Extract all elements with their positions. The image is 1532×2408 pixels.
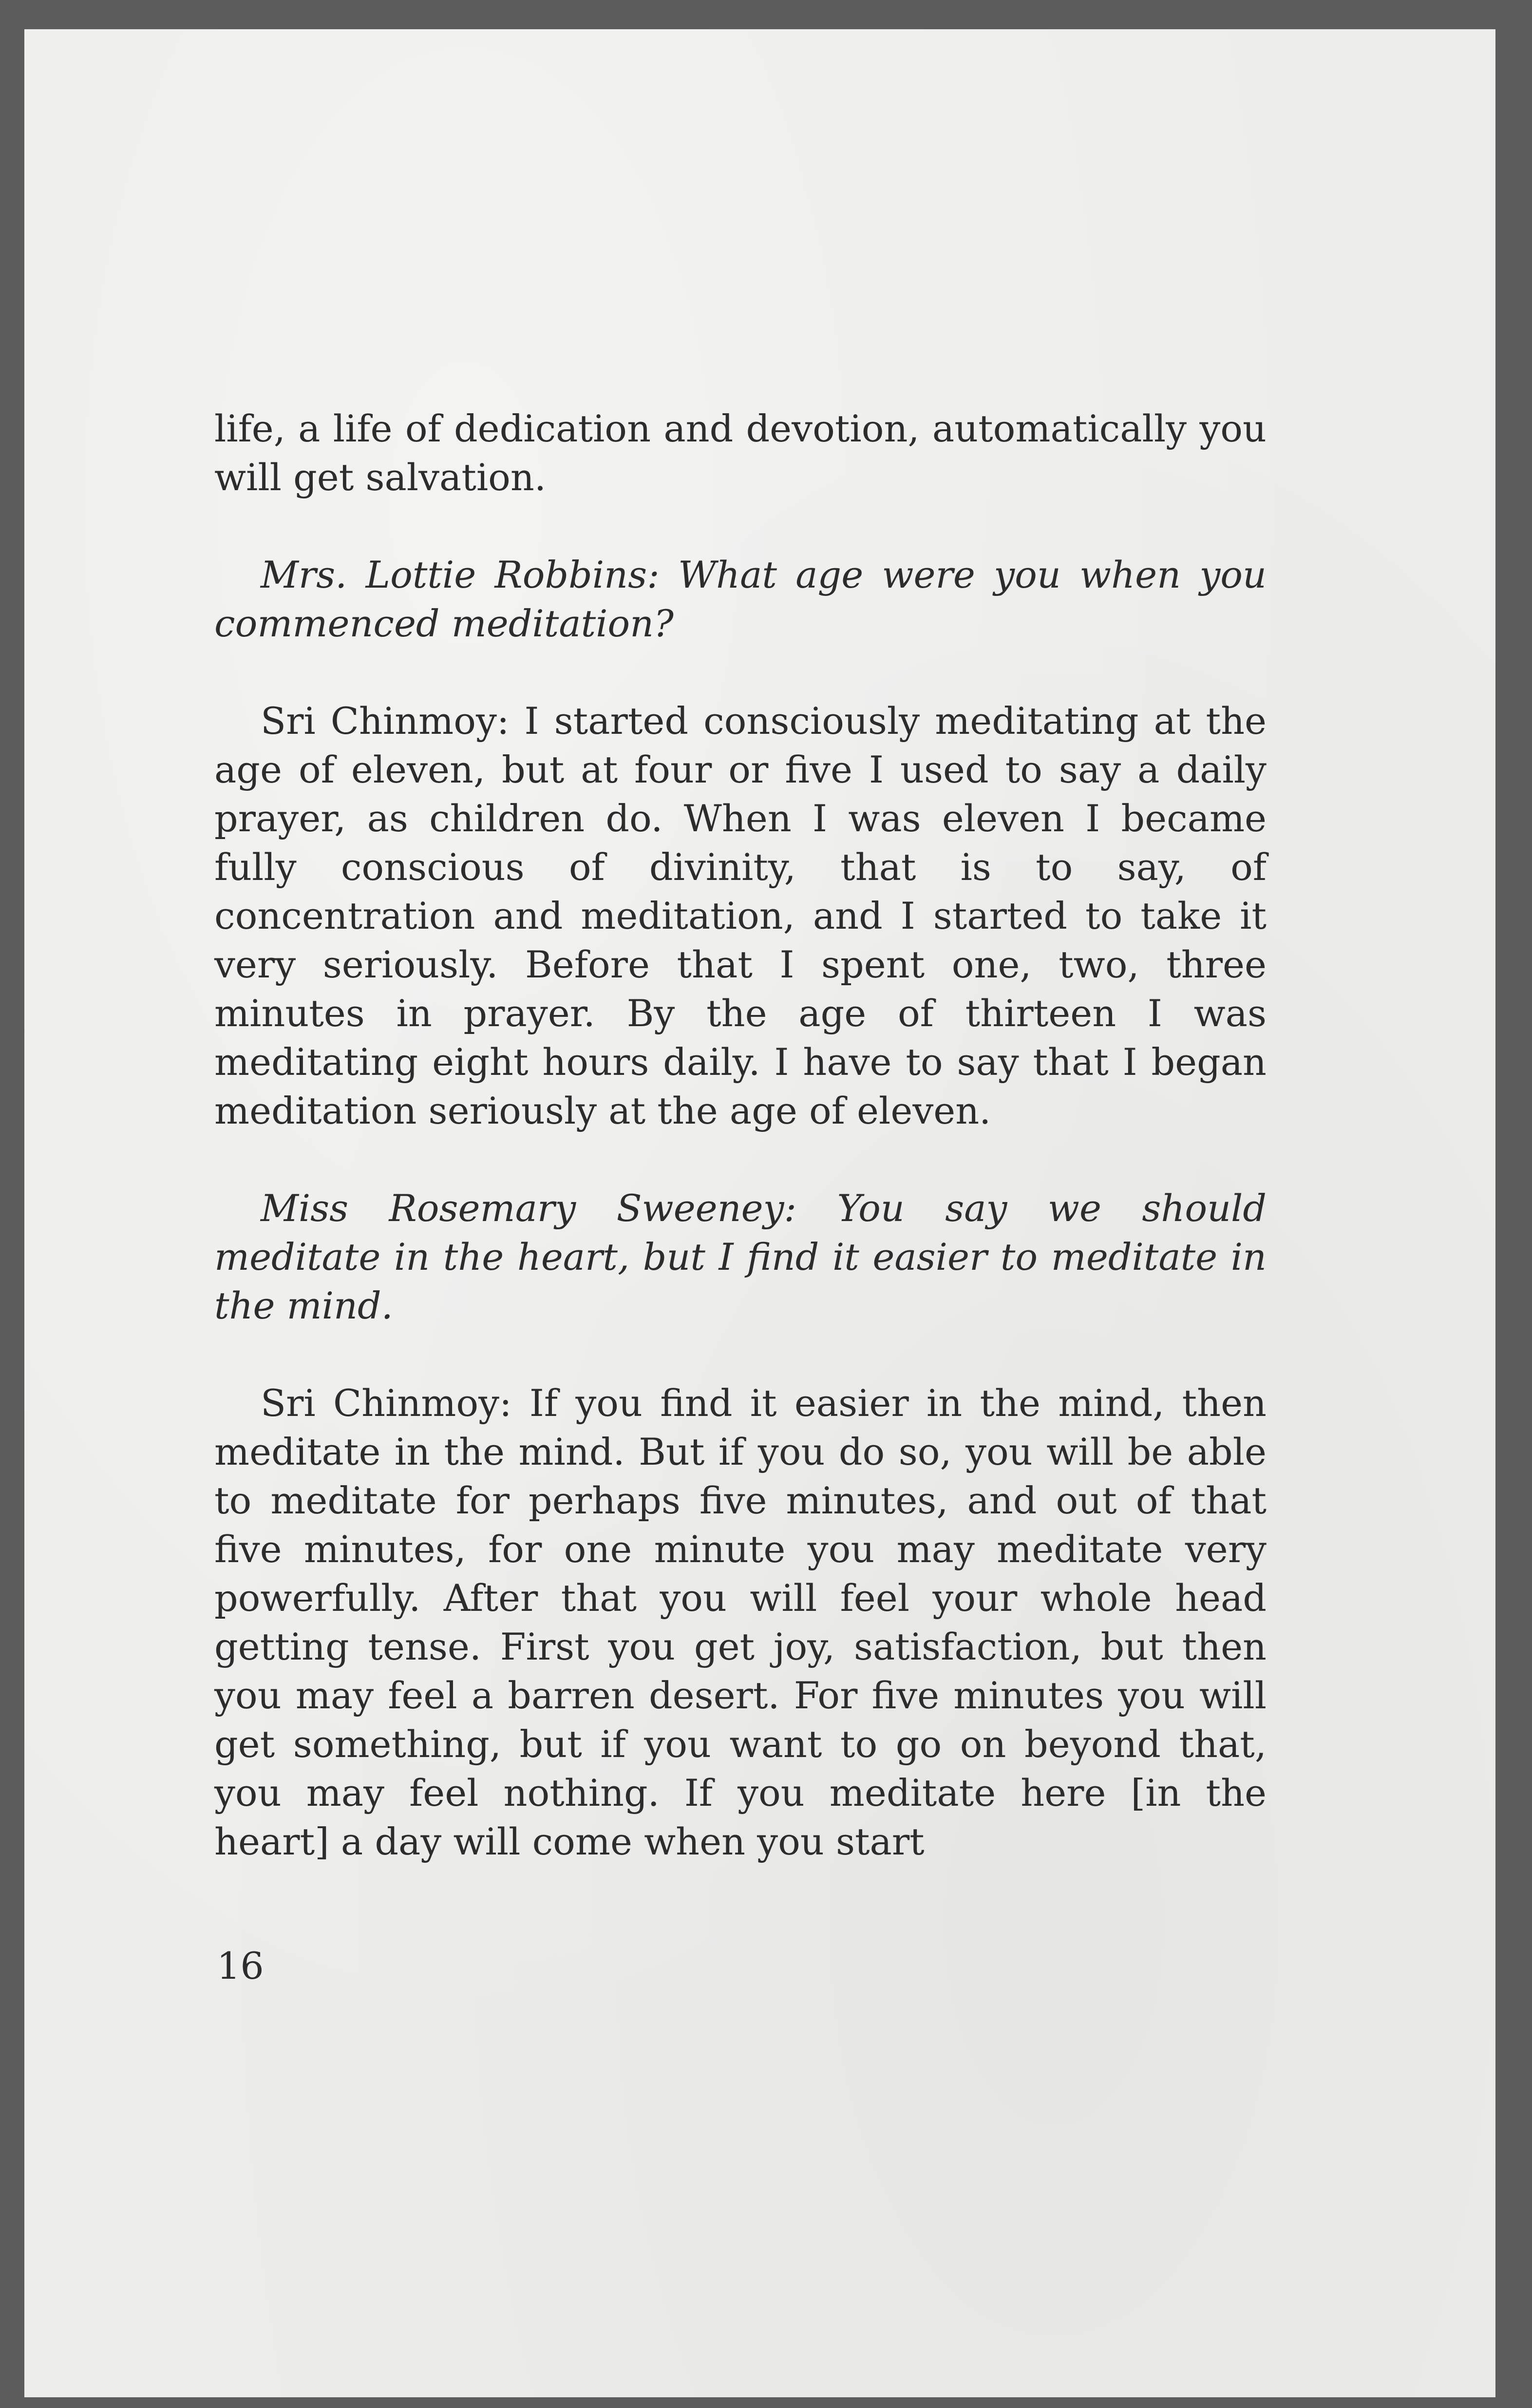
question-lottie-robbins: Mrs. Lottie Robbins: What age were you when you commenced meditation? [214, 553, 1267, 645]
paragraph-continuation: life, a life of dedication and devotion, automatically you will get salvation. [214, 407, 1267, 499]
page-number: 16 [217, 1944, 264, 1988]
answer-sri-chinmoy-mind: Sri Chinmoy: If you find it easier in the mind, then meditate in the mind. But if you do so, you will be able to meditate for perhaps five minutes, and out of that five minutes, for one minute you may meditate very powerfully. After that you will feel your whole head getting tense. First you get joy, satisfaction, but then you may feel a barren desert. For five minutes you will get something, but if you want to go on beyond that, you may feel nothing. If you meditate here [in the heart] a day will come when you start [214, 1381, 1267, 1863]
answer-sri-chinmoy-age: Sri Chinmoy: I started consciously meditating at the age of eleven, but at four or five I used to say a daily prayer, as children do. When I was eleven I became fully conscious of divinity, that is to say, of concentration and meditation, and I started to take it very seriously. Before that I spent one, two, three minutes in prayer. By the age of thirteen I was meditating eight hours daily. I have to say that I began meditation seriously at the age of eleven. [214, 699, 1267, 1132]
question-rosemary-sweeney: Miss Rosemary Sweeney: You say we should meditate in the heart, but I find it easier to meditate in the mind. [214, 1186, 1267, 1327]
page-body [214, 404, 1267, 1915]
